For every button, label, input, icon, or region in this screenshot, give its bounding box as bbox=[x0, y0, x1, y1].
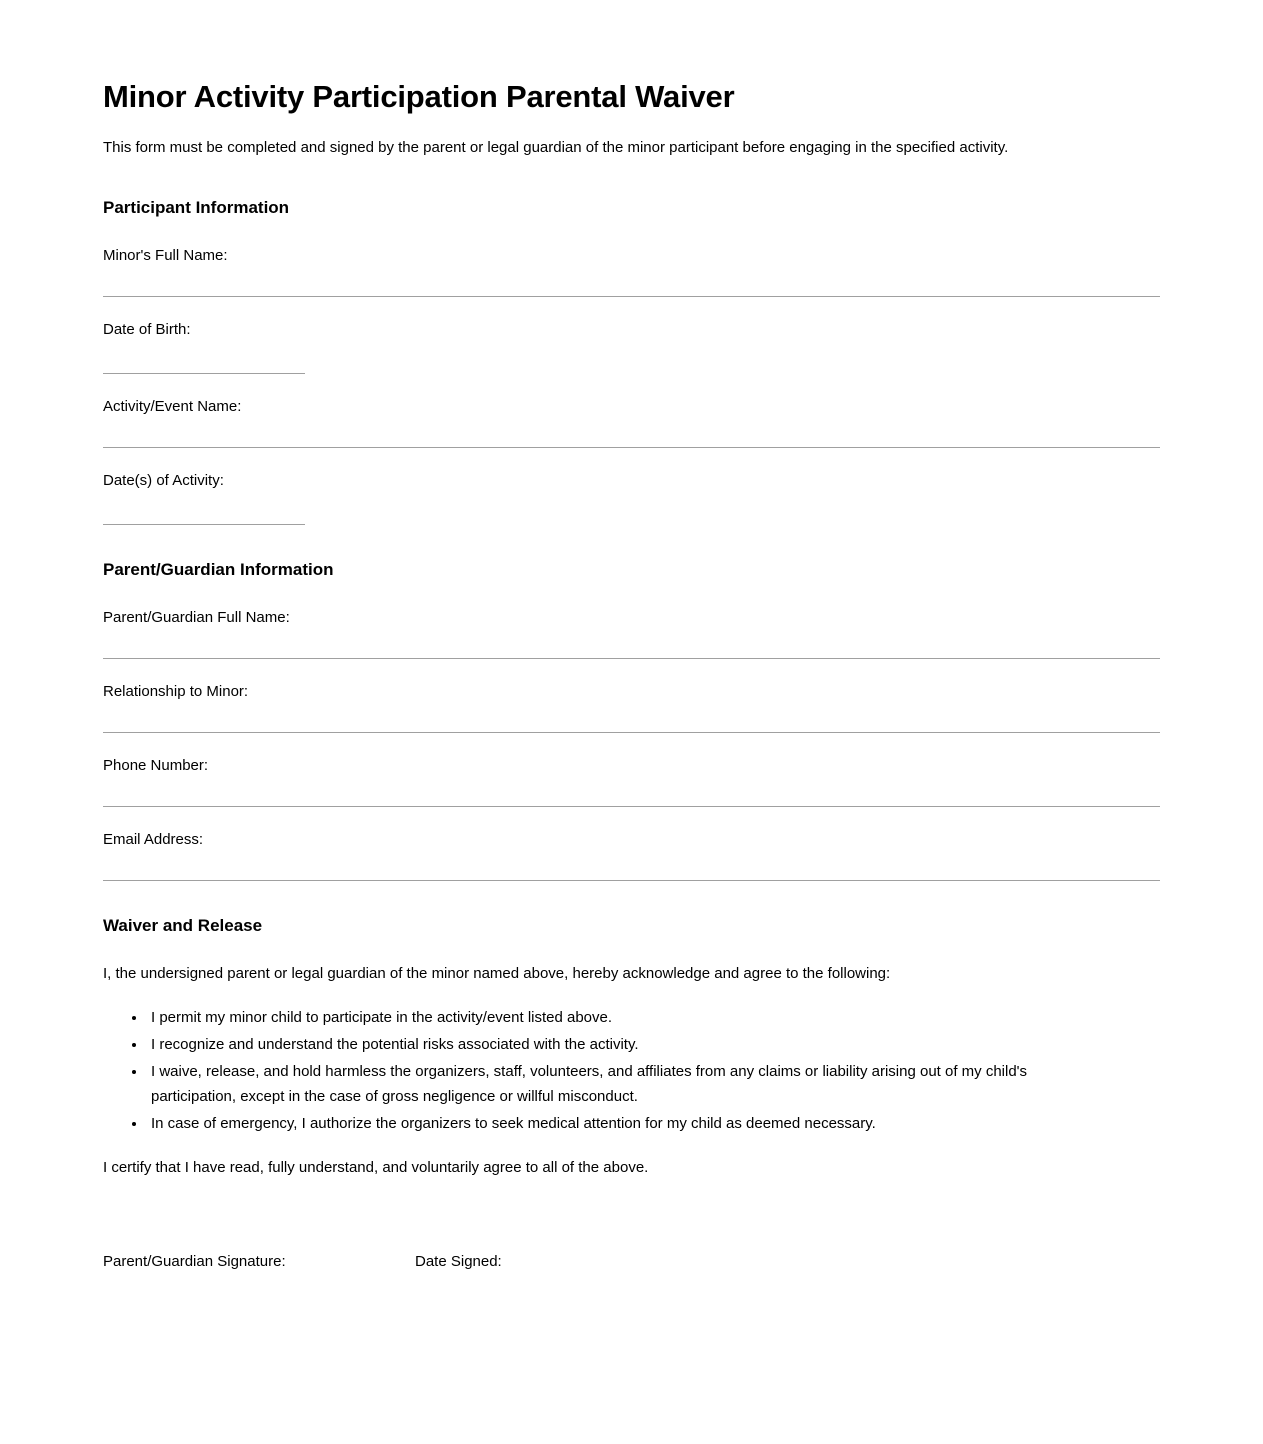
date-signed-column bbox=[415, 1251, 715, 1272]
list-item: • I permit my minor child to participate in the activity/event listed above. bbox=[147, 1005, 1091, 1031]
label-guardian-full-name: Parent/Guardian Full Name: bbox=[103, 609, 290, 627]
list-item: • I waive, release, and hold harmless the organizers, staff, volunteers, and affiliates from any claims or liability arising out of my child's participation, except in the case of gross negligence or willful misconduct. bbox=[147, 1059, 1091, 1111]
page-title: Minor Activity Participation Parental Waiver bbox=[103, 79, 735, 114]
waiver-lead-paragraph: I, the undersigned parent or legal guardian of the minor named above, hereby acknowledge and agree to the following: bbox=[103, 965, 891, 983]
field-email-address bbox=[103, 829, 1160, 881]
field-guardian-full-name bbox=[103, 607, 1160, 659]
field-date-of-birth bbox=[103, 319, 1160, 374]
label-dates-of-activity: Date(s) of Activity: bbox=[103, 472, 224, 490]
input-minor-full-name[interactable] bbox=[103, 296, 1160, 297]
section-heading-guardian: Parent/Guardian Information bbox=[103, 560, 334, 580]
input-activity-event-name[interactable] bbox=[103, 447, 1160, 448]
label-date-signed: Date Signed: bbox=[415, 1252, 502, 1270]
intro-paragraph: This form must be completed and signed by the parent or legal guardian of the minor participant before engaging in the specified activity. bbox=[103, 139, 1009, 157]
label-minor-full-name: Minor's Full Name: bbox=[103, 247, 228, 265]
label-guardian-signature: Parent/Guardian Signature: bbox=[103, 1252, 286, 1270]
section-guardian-information bbox=[103, 559, 1160, 881]
signature-column bbox=[103, 1251, 415, 1272]
input-guardian-full-name[interactable] bbox=[103, 658, 1160, 659]
input-relationship-to-minor[interactable] bbox=[103, 732, 1160, 733]
section-participant-information bbox=[103, 197, 1160, 525]
section-waiver-and-release bbox=[103, 915, 1160, 1272]
input-date-of-birth[interactable] bbox=[103, 373, 305, 374]
list-item: • I recognize and understand the potential risks associated with the activity. bbox=[147, 1032, 1091, 1058]
field-relationship-to-minor bbox=[103, 681, 1160, 733]
label-relationship-to-minor: Relationship to Minor: bbox=[103, 683, 249, 701]
field-phone-number bbox=[103, 755, 1160, 807]
label-date-of-birth: Date of Birth: bbox=[103, 321, 191, 339]
label-activity-event-name: Activity/Event Name: bbox=[103, 398, 242, 416]
label-phone-number: Phone Number: bbox=[103, 757, 209, 775]
input-email-address[interactable] bbox=[103, 880, 1160, 881]
field-minor-full-name bbox=[103, 245, 1160, 297]
field-activity-event-name bbox=[103, 396, 1160, 448]
label-email-address: Email Address: bbox=[103, 831, 204, 849]
field-dates-of-activity bbox=[103, 470, 1160, 525]
section-heading-waiver: Waiver and Release bbox=[103, 916, 263, 936]
section-heading-participant: Participant Information bbox=[103, 197, 290, 217]
input-phone-number[interactable] bbox=[103, 806, 1160, 807]
waiver-terms-list bbox=[103, 1005, 1160, 1137]
certification-paragraph: I certify that I have read, fully understand, and voluntarily agree to all of the above. bbox=[103, 1158, 649, 1176]
signature-row bbox=[103, 1251, 1160, 1272]
input-dates-of-activity[interactable] bbox=[103, 524, 305, 525]
list-item: • In case of emergency, I authorize the organizers to seek medical attention for my child as deemed necessary. bbox=[147, 1111, 1091, 1137]
